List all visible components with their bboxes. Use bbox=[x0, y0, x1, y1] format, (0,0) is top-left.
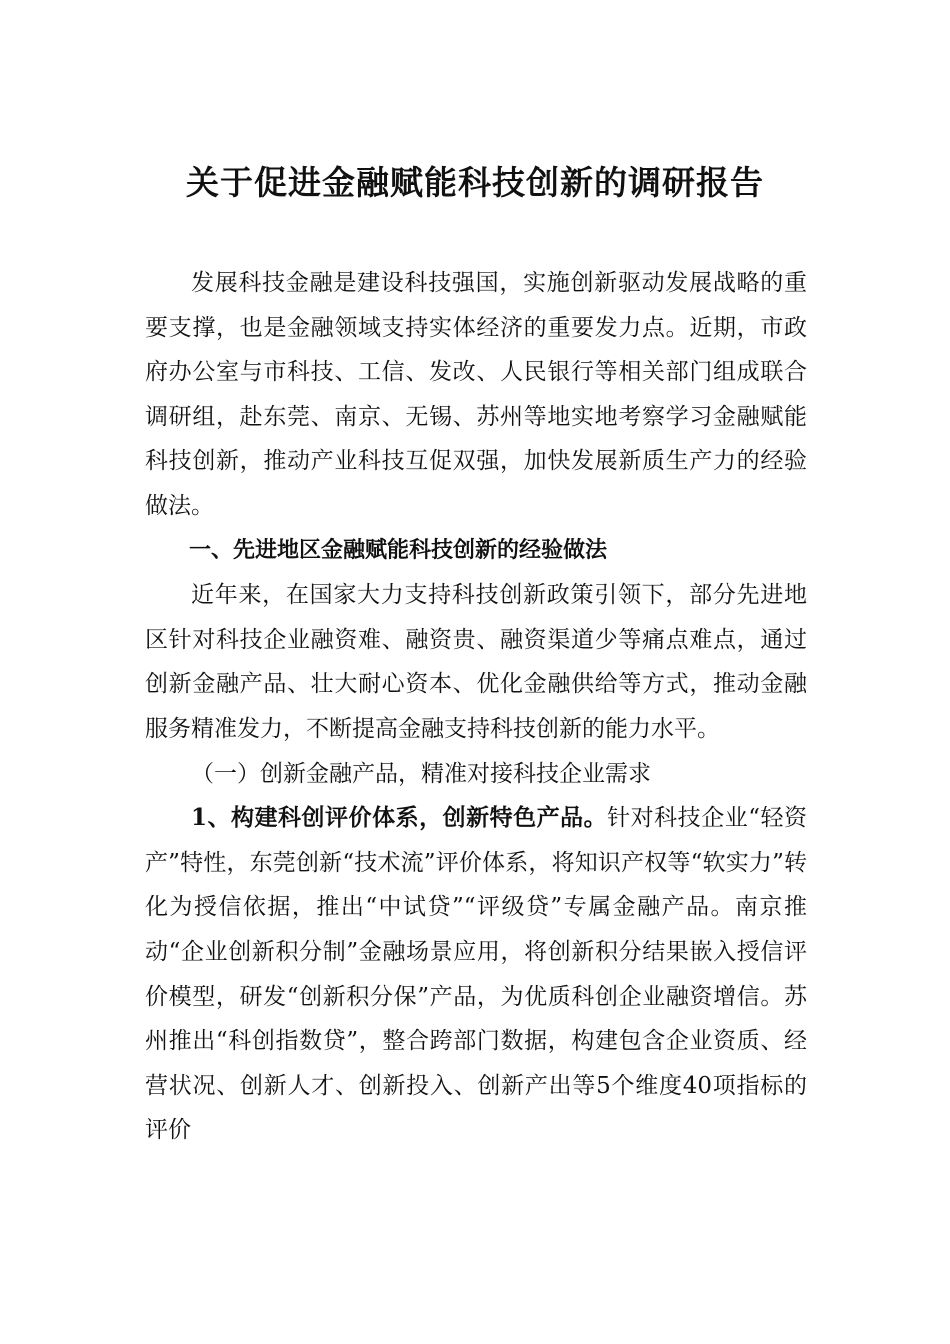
document-title: 关于促进金融赋能科技创新的调研报告 bbox=[186, 163, 764, 202]
item-1-body: 针对科技企业“轻资产”特性，东莞创新“技术流”评价体系，将知识产权等“软实力”转化为授信依据，推出“中试贷”“评级贷”专属金融产品。南京推动“企业创新积分制”金融场景应用，将创新积分结果嵌入授信评价模型，研发“创新积分保”产品，为优质科创企业融资增信。苏州推出“科创指数贷”，整合跨部门数据，构建包含企业资质、经营状况、创新人才、创新投入、创新产出等5个维度40项指标的评价 bbox=[145, 805, 807, 1144]
subsection-1-heading: （一）创新金融产品，精准对接科技企业需求 bbox=[191, 760, 651, 787]
document-body bbox=[145, 261, 807, 1153]
intro-paragraph: 发展科技金融是建设科技强国，实施创新驱动发展战略的重要支撑，也是金融领域支持实体经济的重要发力点。近期，市政府办公室与市科技、工信、发改、人民银行等相关部门组成联合调研组，赴东莞、南京、无锡、苏州等地实地考察学习金融赋能科技创新，推动产业科技互促双强，加快发展新质生产力的经验做法。 bbox=[145, 270, 807, 519]
item-1-paragraph bbox=[145, 796, 807, 1153]
section-1-heading: 一、先进地区金融赋能科技创新的经验做法 bbox=[189, 537, 608, 563]
section-1-paragraph: 近年来，在国家大力支持科技创新政策引领下，部分先进地区针对科技企业融资难、融资贵、融资渠道少等痛点难点，通过创新金融产品、壮大耐心资本、优化金融供给等方式，推动金融服务精准发力，不断提高金融支持科技创新的能力水平。 bbox=[145, 582, 807, 742]
item-1-heading: 1、构建科创评价体系，创新特色产品。 bbox=[191, 804, 608, 832]
